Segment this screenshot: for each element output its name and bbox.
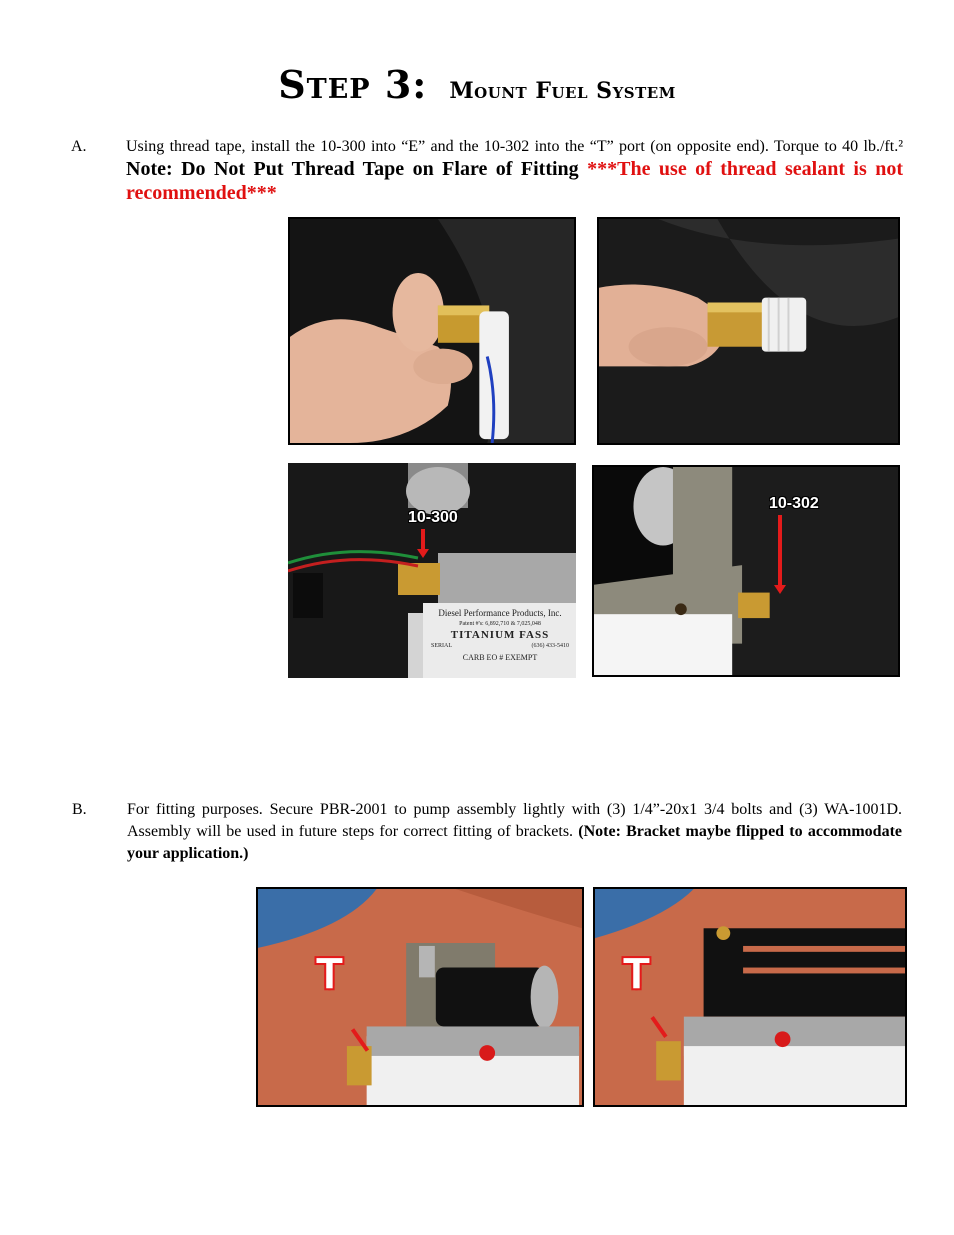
step-b-note: (Note: Bracket maybe flipped to accommodate your application.): [127, 823, 903, 862]
step-b-body: For fitting purposes. Secure PBR-2001 to pump assembly lightly with (3) 1/4”-20x1 3/4 bolts and (3) WA-1001D. Assembly will be used in future steps for correct fitting of brackets.: [127, 801, 902, 840]
callout-10-302: 10-302: [769, 495, 819, 512]
arrow-head-10-302: [774, 585, 786, 594]
plate-model: TITANIUM FASS: [450, 629, 550, 641]
step-subtitle: Mount Fuel System: [449, 78, 676, 104]
pump-data-plate: [425, 608, 575, 663]
plate-patent: Patent #'s: 6,892,710 & 7,025,048: [459, 621, 541, 627]
arrow-head-10-300: [417, 549, 429, 558]
page-title: [0, 62, 954, 107]
plate-phone: (636) 433-5410: [531, 643, 569, 649]
callout-t-2: T: [623, 949, 650, 998]
plate-carb: CARB EO # EXEMPT: [462, 653, 538, 662]
plate-serial: SERIAL: [431, 643, 452, 649]
step-b-text: [127, 799, 902, 865]
photo-t-port-bracket-2: [593, 887, 907, 1107]
step-a-body: Using thread tape, install the 10-300 into “E” and the 10-302 into the “T” port (on opposite end). Torque to 40 lb./ft.²: [126, 138, 903, 155]
callout-t-1: T: [316, 949, 343, 998]
step-a-warning: ***The use of thread sealant is not recommended***: [126, 158, 903, 204]
step-a-text: [126, 136, 903, 206]
arrow-10-302: [778, 515, 782, 590]
photo-10-302-installed: [592, 465, 900, 677]
photo-10-300-installed: [288, 463, 576, 678]
step-b-letter: B.: [72, 801, 87, 818]
step-a-note: Note: Do Not Put Thread Tape on Flare of Fitting: [126, 158, 588, 180]
plate-company: Diesel Performance Products, Inc.: [438, 608, 562, 618]
step-heading: Step 3:: [278, 62, 428, 107]
arrow-10-300: [421, 529, 425, 551]
callout-10-300: 10-300: [408, 509, 458, 526]
photo-fitting-with-tape: [288, 217, 576, 445]
step-a-letter: A.: [71, 138, 87, 155]
photo-taped-fitting: [597, 217, 900, 445]
photo-t-port-bracket-1: [256, 887, 584, 1107]
